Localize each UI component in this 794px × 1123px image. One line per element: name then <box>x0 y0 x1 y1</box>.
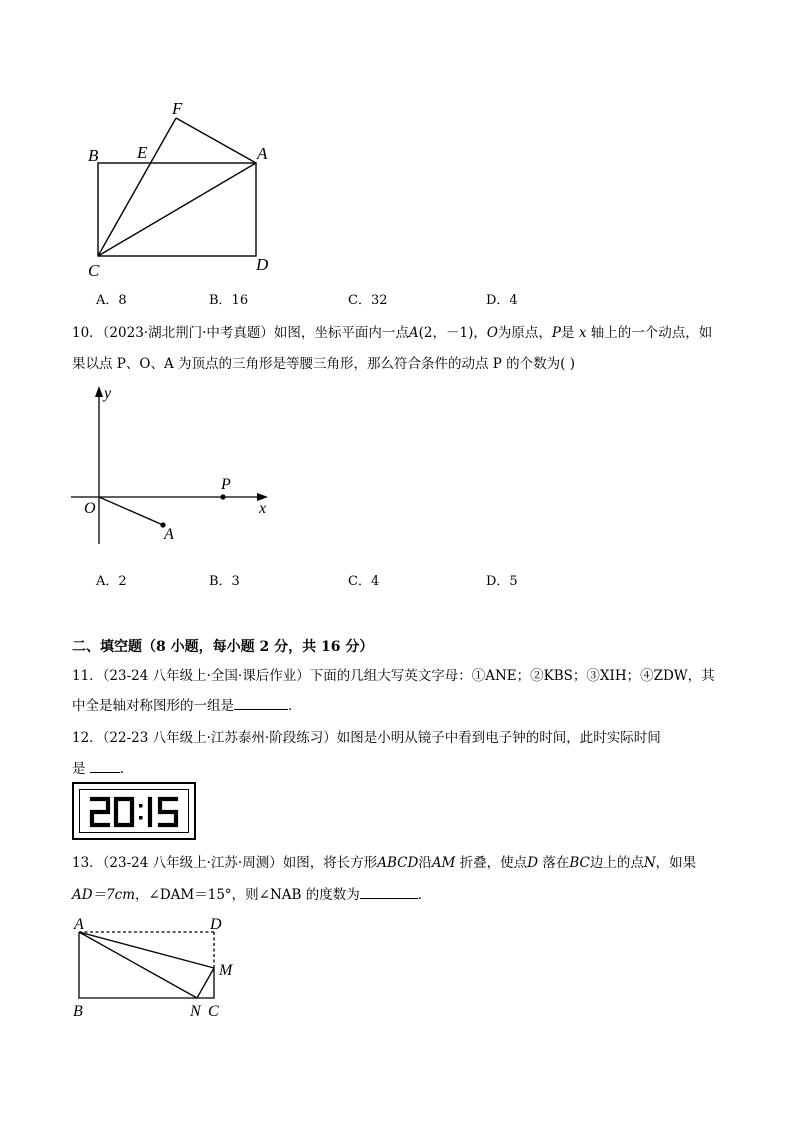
label-e: E <box>137 143 148 162</box>
q9-option-d: D．4 <box>486 293 518 308</box>
y-axis-arrow-icon <box>95 386 103 397</box>
segment-nm <box>197 968 214 998</box>
q11-line1: 11．（23-24 八年级上·全国·课后作业）下面的几组大写英文字母：①ANE；②KBS；③XIH；④ZDW，其 <box>72 668 715 684</box>
label-o: O <box>84 500 96 517</box>
label-c: C <box>208 1003 219 1020</box>
q12-line2: 是 ． <box>72 757 133 777</box>
clock-colon-dot <box>139 804 143 808</box>
segment-am <box>79 932 214 968</box>
label-d: D <box>210 916 222 933</box>
clock-screen <box>79 789 189 833</box>
label-m: M <box>219 962 233 979</box>
answer-blank[interactable] <box>360 884 418 899</box>
q13-line2: AD＝7cm，∠DAM＝15°，则∠NAB 的度数为 ． <box>72 883 431 903</box>
q10-option-d: D．5 <box>486 574 518 589</box>
segment-ca <box>98 163 256 256</box>
label-n: N <box>190 1003 201 1020</box>
q9-option-a: A．8 <box>96 293 127 308</box>
segment-oa <box>99 497 163 525</box>
clock-colon-dot <box>139 816 143 820</box>
figure-q10 <box>68 380 278 550</box>
label-x: x <box>259 500 267 517</box>
segment-fa <box>176 118 256 163</box>
figure-q9 <box>80 95 290 285</box>
q9-option-c: C．32 <box>348 293 388 308</box>
point-p <box>220 494 225 499</box>
q10-line1: 10．（2023·湖北荆门·中考真题）如图，坐标平面内一点A(2，－1)，O为原点，P是 x 轴上的一个动点，如 <box>72 325 713 341</box>
clock-display <box>80 790 190 834</box>
label-a: A <box>257 144 268 163</box>
q11-line2: 中全是轴对称图形的一组是 ． <box>72 694 302 714</box>
clock-digits <box>92 799 176 825</box>
section-title: 二、填空题（8 小题，每小题 2 分，共 16 分） <box>72 639 374 655</box>
answer-blank[interactable] <box>234 695 288 710</box>
label-d: D <box>256 255 269 274</box>
q9-option-b: B．16 <box>209 293 249 308</box>
label-y: y <box>104 385 112 402</box>
rectangle-outline <box>79 932 214 998</box>
label-b: B <box>88 146 99 165</box>
q10-option-c: C．4 <box>348 574 380 589</box>
segment-an <box>79 932 197 998</box>
answer-blank[interactable] <box>90 758 120 773</box>
q10-option-a: A．2 <box>96 574 127 589</box>
q10-option-b: B．3 <box>209 574 240 589</box>
figure-q13 <box>68 910 248 1025</box>
label-a: A <box>74 916 84 933</box>
label-b: B <box>73 1003 83 1020</box>
digital-clock <box>72 782 196 840</box>
q13-line1: 13．（23-24 八年级上·江苏·周测）如图，将长方形ABCD沿AM 折叠，使点D 落在BC边上的点N，如果 <box>72 855 697 871</box>
label-a: A <box>164 526 174 543</box>
segment-cf <box>98 118 176 256</box>
q10-line2: 果以点 P、O、A 为顶点的三角形是等腰三角形，那么符合条件的动点 P 的个数为( ) <box>72 356 575 372</box>
label-c: C <box>88 261 100 280</box>
label-f: F <box>172 99 183 118</box>
q12-line1: 12．（22-23 八年级上·江苏泰州·阶段练习）如图是小明从镜子中看到电子钟的时间，此时实际时间 <box>72 730 661 746</box>
label-p: P <box>221 476 231 493</box>
